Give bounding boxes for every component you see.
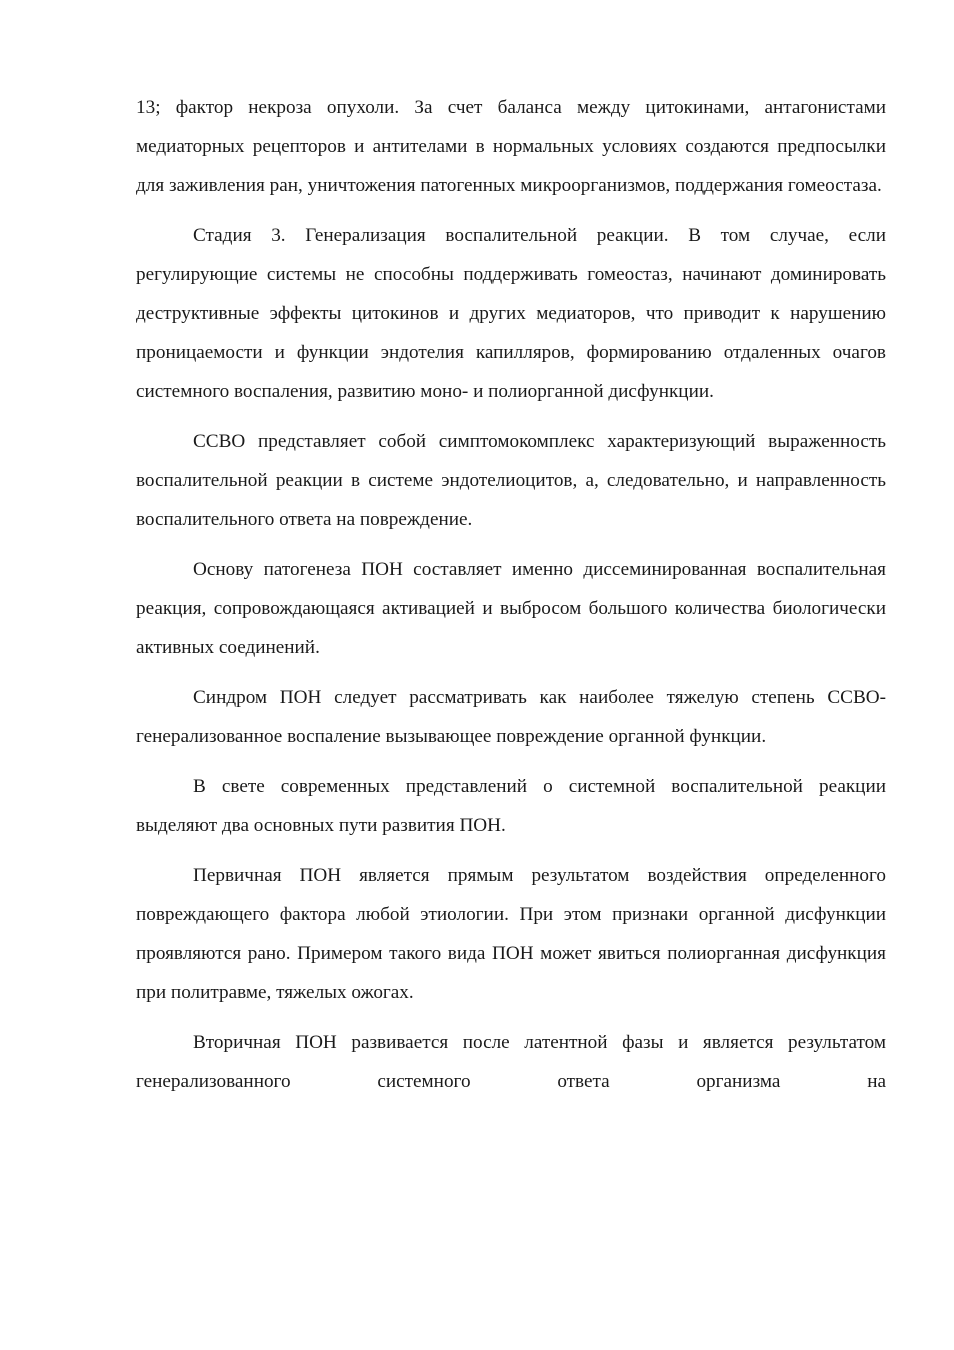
paragraph: Синдром ПОН следует рассматривать как наиболее тяжелую степень ССВО-генерализованное воспаление вызывающее повреждение органной функции. (136, 687, 886, 747)
paragraph: Первичная ПОН является прямым результатом воздействия определенного повреждающего фактора любой этиологии. При этом признаки органной дисфункции проявляются рано. Примером такого вида ПОН может явиться полиорганная дисфункция при политравме, тяжелых ожогах. (136, 865, 886, 1003)
paragraph: В свете современных представлений о системной воспалительной реакции выделяют два основных пути развития ПОН. (136, 776, 886, 836)
paragraph: Стадия 3. Генерализация воспалительной реакции. В том случае, если регулирующие системы не способны поддерживать гомеостаз, начинают доминировать деструктивные эффекты цитокинов и других медиаторов, что приводит к нарушению проницаемости и функции эндотелия капилляров, формированию отдаленных очагов системного воспаления, развитию моно- и полиорганной дисфункции. (136, 225, 886, 402)
paragraph: Вторичная ПОН развивается после латентной фазы и является результатом генерализованного системного ответа организма на (136, 1032, 886, 1092)
paragraph: ССВО представляет собой симптомокомплекс характеризующий выраженность воспалительной реакции в системе эндотелиоцитов, а, следовательно, и направленность воспалительного ответа на повреждение. (136, 431, 886, 530)
paragraph: Основу патогенеза ПОН составляет именно диссеминированная воспалительная реакция, сопровождающаяся активацией и выбросом большого количества биологически активных соединений. (136, 559, 886, 658)
document-body (136, 88, 886, 1112)
paragraph: 13; фактор некроза опухоли. За счет баланса между цитокинами, антагонистами медиаторных рецепторов и антителами в нормальных условиях создаются предпосылки для заживления ран, уничтожения патогенных микроорганизмов, поддержания гомеостаза. (136, 97, 886, 196)
